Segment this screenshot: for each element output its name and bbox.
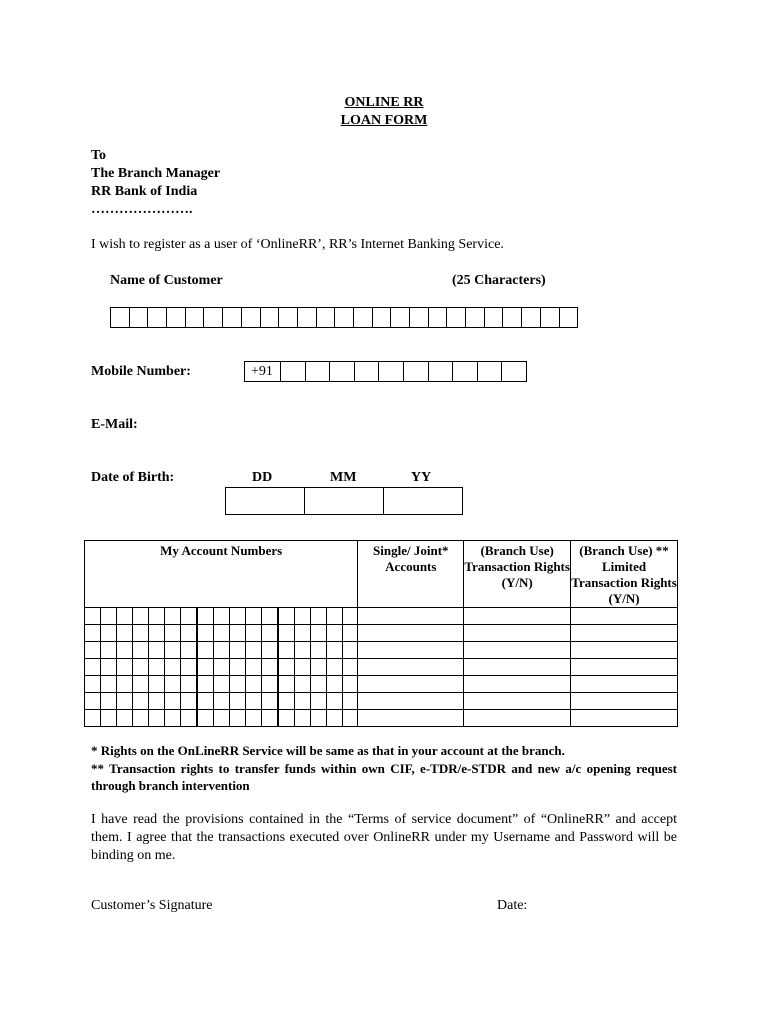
char-box[interactable] bbox=[541, 307, 560, 328]
digit-box[interactable] bbox=[429, 361, 454, 382]
digit-box[interactable] bbox=[355, 361, 380, 382]
digit-box[interactable] bbox=[404, 361, 429, 382]
char-box[interactable] bbox=[317, 307, 336, 328]
account-number-cell[interactable] bbox=[85, 608, 358, 625]
dob-yy-label: YY bbox=[411, 470, 432, 485]
limited-rights-cell[interactable] bbox=[571, 608, 678, 625]
transaction-rights-cell[interactable] bbox=[464, 676, 571, 693]
transaction-rights-cell[interactable] bbox=[464, 642, 571, 659]
limited-rights-cell[interactable] bbox=[571, 625, 678, 642]
single-joint-cell[interactable] bbox=[358, 625, 464, 642]
table-row[interactable] bbox=[85, 693, 678, 710]
declaration-text: I have read the provisions contained in the “Terms of service document” of “OnlineRR” and accept them. I agree that the transactions executed over OnlineRR under my Username and Password will be binding on me. bbox=[91, 812, 677, 863]
table-row[interactable] bbox=[85, 642, 678, 659]
char-box[interactable] bbox=[447, 307, 466, 328]
dob-dd-box[interactable] bbox=[226, 488, 305, 515]
char-box[interactable] bbox=[335, 307, 354, 328]
account-table bbox=[84, 540, 678, 727]
header-limited-rights: (Branch Use) ** Limited Transaction Rights (Y/N) bbox=[571, 541, 678, 608]
char-box[interactable] bbox=[279, 307, 298, 328]
account-number-cell[interactable] bbox=[85, 642, 358, 659]
digit-box[interactable] bbox=[453, 361, 478, 382]
email-label: E-Mail: bbox=[91, 417, 138, 432]
char-box[interactable] bbox=[373, 307, 392, 328]
transaction-rights-cell[interactable] bbox=[464, 710, 571, 727]
table-row[interactable] bbox=[85, 676, 678, 693]
char-box[interactable] bbox=[560, 307, 579, 328]
header-single-joint: Single/ Joint* Accounts bbox=[358, 541, 464, 608]
mobile-label: Mobile Number: bbox=[91, 364, 191, 379]
table-row[interactable] bbox=[85, 625, 678, 642]
address-manager: The Branch Manager bbox=[91, 166, 221, 181]
header-transaction-rights: (Branch Use) Transaction Rights (Y/N) bbox=[464, 541, 571, 608]
char-box[interactable] bbox=[466, 307, 485, 328]
digit-box[interactable] bbox=[330, 361, 355, 382]
dob-dd-label: DD bbox=[252, 470, 273, 485]
address-bank: RR Bank of India bbox=[91, 184, 198, 199]
char-box[interactable] bbox=[503, 307, 522, 328]
transaction-rights-cell[interactable] bbox=[464, 693, 571, 710]
note-transaction-rights: ** Transaction rights to transfer funds within own CIF, e-TDR/e-STDR and new a/c opening request through branch intervention bbox=[91, 761, 677, 793]
char-box[interactable] bbox=[391, 307, 410, 328]
account-number-cell[interactable] bbox=[85, 659, 358, 676]
transaction-rights-cell[interactable] bbox=[464, 608, 571, 625]
form-title-line2: LOAN FORM bbox=[340, 113, 428, 128]
dob-mm-box[interactable] bbox=[305, 488, 384, 515]
dob-input-boxes[interactable] bbox=[225, 487, 463, 515]
account-number-cell[interactable] bbox=[85, 625, 358, 642]
digit-box[interactable] bbox=[379, 361, 404, 382]
table-row[interactable] bbox=[85, 710, 678, 727]
single-joint-cell[interactable] bbox=[358, 659, 464, 676]
dob-label: Date of Birth: bbox=[91, 470, 175, 485]
table-row[interactable] bbox=[85, 659, 678, 676]
limited-rights-cell[interactable] bbox=[571, 642, 678, 659]
char-box[interactable] bbox=[429, 307, 448, 328]
dob-mm-label: MM bbox=[330, 470, 357, 485]
char-box[interactable] bbox=[186, 307, 205, 328]
account-number-cell[interactable] bbox=[85, 676, 358, 693]
single-joint-cell[interactable] bbox=[358, 608, 464, 625]
limited-rights-cell[interactable] bbox=[571, 693, 678, 710]
char-box[interactable] bbox=[485, 307, 504, 328]
char-box[interactable] bbox=[261, 307, 280, 328]
limited-rights-cell[interactable] bbox=[571, 710, 678, 727]
dob-yy-box[interactable] bbox=[384, 488, 463, 515]
char-box[interactable] bbox=[167, 307, 186, 328]
mobile-prefix: +91 bbox=[244, 361, 281, 382]
char-box[interactable] bbox=[148, 307, 167, 328]
char-box[interactable] bbox=[242, 307, 261, 328]
name-input-boxes[interactable] bbox=[110, 307, 578, 328]
name-hint: (25 Characters) bbox=[452, 273, 546, 288]
mobile-input-boxes[interactable] bbox=[244, 361, 527, 382]
intro-text: I wish to register as a user of ‘OnlineRR’, RR’s Internet Banking Service. bbox=[91, 237, 504, 252]
char-box[interactable] bbox=[110, 307, 130, 328]
name-label: Name of Customer bbox=[110, 273, 223, 288]
limited-rights-cell[interactable] bbox=[571, 659, 678, 676]
char-box[interactable] bbox=[223, 307, 242, 328]
header-account-numbers: My Account Numbers bbox=[85, 541, 358, 608]
digit-box[interactable] bbox=[281, 361, 306, 382]
char-box[interactable] bbox=[298, 307, 317, 328]
single-joint-cell[interactable] bbox=[358, 676, 464, 693]
digit-box[interactable] bbox=[502, 361, 527, 382]
char-box[interactable] bbox=[130, 307, 149, 328]
transaction-rights-cell[interactable] bbox=[464, 625, 571, 642]
table-row[interactable] bbox=[85, 608, 678, 625]
digit-box[interactable] bbox=[306, 361, 331, 382]
date-label: Date: bbox=[497, 898, 528, 913]
single-joint-cell[interactable] bbox=[358, 642, 464, 659]
account-number-cell[interactable] bbox=[85, 710, 358, 727]
limited-rights-cell[interactable] bbox=[571, 676, 678, 693]
char-box[interactable] bbox=[522, 307, 541, 328]
single-joint-cell[interactable] bbox=[358, 693, 464, 710]
digit-box[interactable] bbox=[478, 361, 503, 382]
address-dots: …………………. bbox=[91, 202, 193, 217]
form-title-line1: ONLINE RR bbox=[344, 95, 424, 110]
address-to: To bbox=[91, 148, 107, 163]
account-number-cell[interactable] bbox=[85, 693, 358, 710]
single-joint-cell[interactable] bbox=[358, 710, 464, 727]
signature-label: Customer’s Signature bbox=[91, 898, 213, 913]
char-box[interactable] bbox=[354, 307, 373, 328]
char-box[interactable] bbox=[204, 307, 223, 328]
char-box[interactable] bbox=[410, 307, 429, 328]
transaction-rights-cell[interactable] bbox=[464, 659, 571, 676]
note-rights: * Rights on the OnLineRR Service will be same as that in your account at the branch. bbox=[91, 743, 565, 758]
